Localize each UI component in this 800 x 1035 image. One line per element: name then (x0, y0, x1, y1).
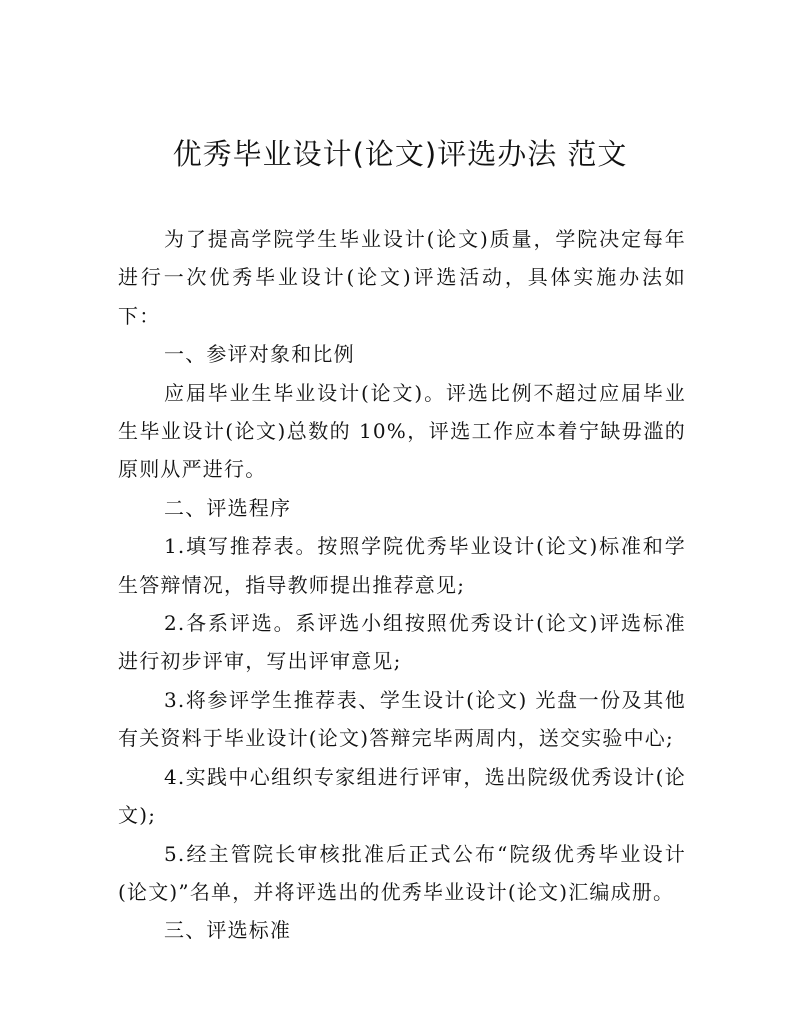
procedure-step-2: 2.各系评选。系评选小组按照优秀设计(论文)评选标准进行初步评审，写出评审意见; (118, 611, 686, 674)
section-heading-2: 二、评选程序 (164, 495, 292, 520)
paragraph-intro: 为了提高学院学生毕业设计(论文)质量，学院决定每年进行一次优秀毕业设计(论文)评选活动，具体实施办法如下： (118, 227, 686, 328)
document-title: 优秀毕业设计(论文)评选办法 范文 (172, 137, 628, 171)
procedure-step-4: 4.实践中心组织专家组进行评审，选出院级优秀设计(论文); (118, 764, 686, 828)
procedure-step-5: 5.经主管院长审核批准后正式公布“院级优秀毕业设计(论文)”名单，并将评选出的优秀毕业设计(论文)汇编成册。 (118, 841, 686, 904)
paragraph-scope: 应届毕业生毕业设计(论文)。评选比例不超过应届毕业生毕业设计(论文)总数的 10%，评选工作应本着宁缺毋滥的原则从严进行。 (118, 380, 686, 482)
procedure-step-1: 1.填写推荐表。按照学院优秀毕业设计(论文)标准和学生答辩情况，指导教师提出推荐意见; (118, 534, 686, 597)
procedure-step-3: 3.将参评学生推荐表、学生设计(论文) 光盘一份及其他有关资料于毕业设计(论文)答辩完毕两周内，送交实验中心; (118, 687, 686, 751)
document-body (118, 220, 686, 950)
section-heading-3: 三、评选标准 (164, 918, 292, 943)
section-heading-1: 一、参评对象和比例 (164, 342, 355, 367)
